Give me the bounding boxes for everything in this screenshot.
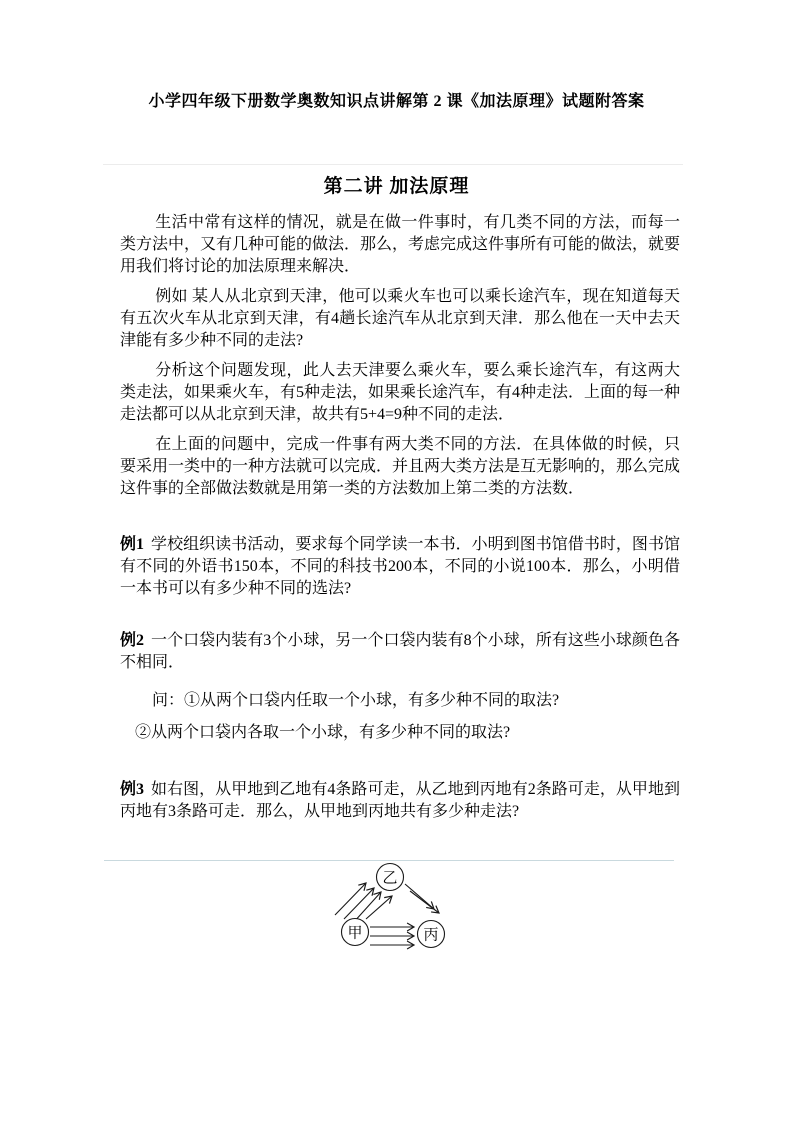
intro-paragraph-3: 分析这个问题发现，此人去天津要么乘火车，要么乘长途汽车，有这两大类走法，如果乘火车，有5种走法，如果乘长途汽车，有4种走法．上面的每一种走法都可以从北京到天津，故共有5+4=9种不同的走法． (120, 362, 681, 423)
diagram-node-bing-label: 丙 (423, 927, 439, 944)
jia-to-bing-arrows (370, 927, 414, 945)
example-2-text: 一个口袋内装有3个小球，另一个口袋内装有8个小球，所有这些小球颜色各不相同． (120, 632, 680, 671)
intro-paragraph-4: 在上面的问题中，完成一件事有两大类不同的方法．在具体做的时候，只要采用一类中的一种方法就可以完成．并且两大类方法是互无影响的，那么完成这件事的全部做法数就是用第一类的方法数加上第二类的方法数． (120, 436, 681, 497)
diagram-node-bing (418, 921, 445, 948)
example-1 (120, 534, 680, 600)
example-3 (120, 779, 680, 823)
diagram-node-yi-label: 乙 (382, 870, 398, 887)
example-3-text: 如右图，从甲地到乙地有4条路可走，从乙地到丙地有2条路可走，从甲地到丙地有3条路可走．那么，从甲地到丙地共有多少种走法? (120, 781, 680, 820)
diagram-node-jia (342, 919, 369, 946)
example-2 (120, 630, 680, 674)
example-2-label: 例2 (120, 632, 145, 649)
section-heading: 第二讲 加法原理 (323, 176, 470, 197)
route-diagram (320, 856, 460, 962)
example-2-question-1: 问：①从两个口袋内任取一个小球，有多少种不同的取法? (152, 692, 560, 709)
example-2-question-2: ②从两个口袋内各取一个小球，有多少种不同的取法? (135, 724, 511, 741)
yi-to-bing-arrows (405, 884, 439, 913)
document-title: 小学四年级下册数学奥数知识点讲解第 2 课《加法原理》试题附答案 (148, 93, 645, 110)
diagram-node-jia-label: 甲 (347, 925, 363, 942)
example-3-label: 例3 (120, 781, 145, 798)
example-1-text: 学校组织读书活动，要求每个同学读一本书．小明到图书馆借书时，图书馆有不同的外语书150本，不同的科技书200本，不同的小说100本．那么，小明借一本书可以有多少种不同的选法? (120, 536, 680, 597)
diagram-node-yi (377, 864, 404, 891)
example-1-label: 例1 (120, 536, 145, 553)
intro-paragraph-1: 生活中常有这样的情况，就是在做一件事时，有几类不同的方法，而每一类方法中，又有几种可能的做法．那么，考虑完成这件事所有可能的做法，就要用我们将讨论的加法原理来解决． (120, 214, 681, 275)
intro-paragraph-2: 例如 某人从北京到天津，他可以乘火车也可以乘长途汽车，现在知道每天有五次火车从北京到天津，有4趟长途汽车从北京到天津．那么他在一天中去天津能有多少种不同的走法? (120, 288, 680, 349)
section-divider-top (103, 164, 683, 165)
